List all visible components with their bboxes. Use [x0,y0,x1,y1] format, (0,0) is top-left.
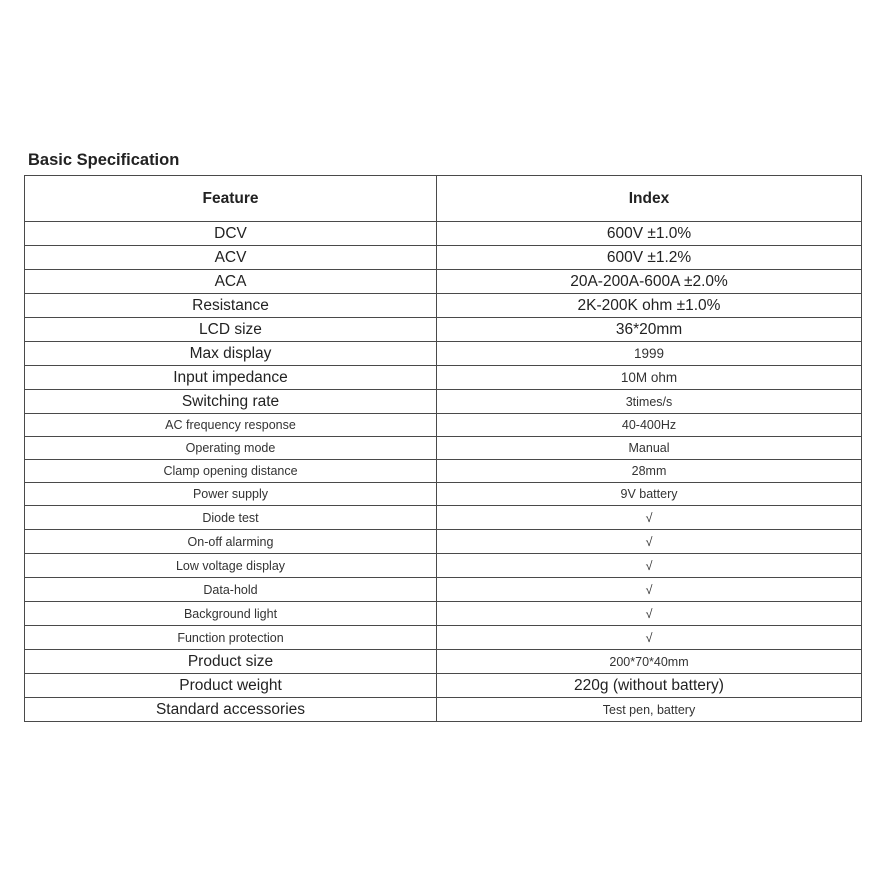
index-cell: 200*70*40mm [437,650,862,674]
index-cell: 9V battery [437,483,862,506]
index-cell: 3times/s [437,390,862,414]
table-row [25,578,862,602]
feature-cell: LCD size [25,318,437,342]
table-row [25,437,862,460]
index-cell: 2K-200K ohm ±1.0% [437,294,862,318]
feature-cell: DCV [25,222,437,246]
table-row [25,554,862,578]
table-row [25,318,862,342]
check-mark-icon: √ [437,626,862,650]
feature-cell: Max display [25,342,437,366]
table-row [25,342,862,366]
check-mark-icon: √ [437,506,862,530]
table-row [25,626,862,650]
table-row [25,530,862,554]
table-row [25,270,862,294]
feature-cell: Low voltage display [25,554,437,578]
page-title: Basic Specification [28,151,180,169]
feature-cell: Function protection [25,626,437,650]
index-cell: 1999 [437,342,862,366]
table-row [25,246,862,270]
table-row [25,222,862,246]
table-row [25,390,862,414]
feature-cell: Data-hold [25,578,437,602]
table-row [25,674,862,698]
index-cell: Manual [437,437,862,460]
table-row [25,650,862,674]
feature-cell: On-off alarming [25,530,437,554]
feature-cell: Power supply [25,483,437,506]
table-row [25,460,862,483]
check-mark-icon: √ [437,602,862,626]
table-row [25,366,862,390]
table-header-row [25,176,862,222]
feature-cell: Standard accessories [25,698,437,722]
index-cell: Test pen, battery [437,698,862,722]
feature-cell: Background light [25,602,437,626]
table-row [25,414,862,437]
index-cell: 28mm [437,460,862,483]
table-row [25,602,862,626]
feature-cell: Operating mode [25,437,437,460]
table-row [25,294,862,318]
index-cell: 220g (without battery) [437,674,862,698]
feature-cell: Product weight [25,674,437,698]
feature-cell: ACV [25,246,437,270]
feature-cell: Product size [25,650,437,674]
spec-table [24,175,862,722]
index-cell: 10M ohm [437,366,862,390]
index-cell: 36*20mm [437,318,862,342]
table-row [25,506,862,530]
header-index: Index [437,176,862,222]
check-mark-icon: √ [437,578,862,602]
index-cell: 600V ±1.2% [437,246,862,270]
table-row [25,483,862,506]
index-cell: 600V ±1.0% [437,222,862,246]
index-cell: 40-400Hz [437,414,862,437]
feature-cell: ACA [25,270,437,294]
check-mark-icon: √ [437,554,862,578]
feature-cell: Switching rate [25,390,437,414]
index-cell: 20A-200A-600A ±2.0% [437,270,862,294]
table-row [25,698,862,722]
feature-cell: Input impedance [25,366,437,390]
feature-cell: Resistance [25,294,437,318]
feature-cell: Diode test [25,506,437,530]
feature-cell: Clamp opening distance [25,460,437,483]
feature-cell: AC frequency response [25,414,437,437]
header-feature: Feature [25,176,437,222]
check-mark-icon: √ [437,530,862,554]
